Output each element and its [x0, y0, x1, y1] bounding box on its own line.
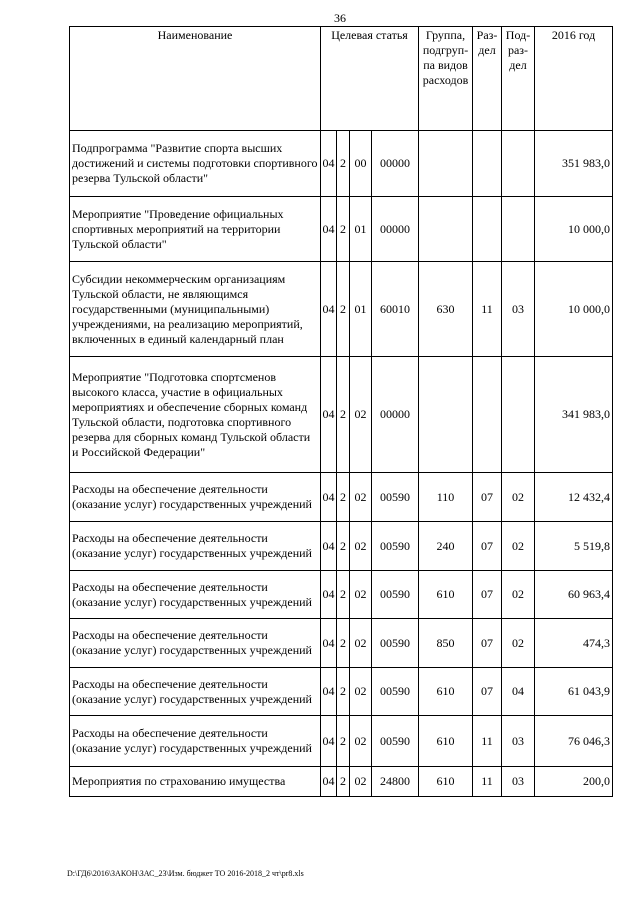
- row-code-3: 02: [350, 522, 372, 571]
- header-section: Раз-дел: [473, 27, 502, 131]
- row-section: 07: [473, 619, 502, 668]
- row-code-2: 2: [337, 716, 350, 767]
- row-name: Мероприятие "Проведение официальных спортивных мероприятий на территории Тульской области": [70, 197, 321, 262]
- row-code-4: 00000: [372, 197, 419, 262]
- row-code-3: 02: [350, 668, 372, 716]
- row-code-3: 02: [350, 473, 372, 522]
- row-amount: 60 963,4: [535, 571, 613, 619]
- row-section: 07: [473, 571, 502, 619]
- row-group: 850: [419, 619, 473, 668]
- row-code-2: 2: [337, 668, 350, 716]
- row-code-2: 2: [337, 357, 350, 473]
- header-group: Группа, подгруп-па видов расходов: [419, 27, 473, 131]
- row-code-1: 04: [321, 262, 337, 357]
- row-amount: 10 000,0: [535, 262, 613, 357]
- row-code-3: 00: [350, 131, 372, 197]
- row-subsection: 03: [502, 767, 535, 797]
- row-code-3: 02: [350, 716, 372, 767]
- header-subsection: Под-раз-дел: [502, 27, 535, 131]
- row-amount: 12 432,4: [535, 473, 613, 522]
- row-code-3: 02: [350, 767, 372, 797]
- row-group: 240: [419, 522, 473, 571]
- table-row: [70, 357, 613, 473]
- table-row: [70, 262, 613, 357]
- row-amount: 10 000,0: [535, 197, 613, 262]
- row-group: 610: [419, 571, 473, 619]
- budget-table: [69, 26, 613, 797]
- row-code-1: 04: [321, 767, 337, 797]
- row-name: Расходы на обеспечение деятельности (оказание услуг) государственных учреждений: [70, 571, 321, 619]
- row-subsection: 02: [502, 473, 535, 522]
- row-name: Субсидии некоммерческим организациям Тульской области, не являющимся государственными (муниципальными) учреждениями, на реализацию мероприятий, включенных в единый календарный план: [70, 262, 321, 357]
- row-section: 07: [473, 473, 502, 522]
- row-name: Мероприятия по страхованию имущества: [70, 767, 321, 797]
- header-name: Наименование: [70, 27, 321, 131]
- row-code-3: 01: [350, 262, 372, 357]
- row-section: 07: [473, 522, 502, 571]
- row-amount: 474,3: [535, 619, 613, 668]
- row-name: Мероприятие "Подготовка спортсменов высокого класса, участие в официальных мероприятиях и обеспечение сборных команд Тульской области, подготовка спортивного резерва для сборных команд Тульской области и Российской Федерации": [70, 357, 321, 473]
- page-number: 36: [334, 11, 346, 25]
- row-code-4: 00590: [372, 668, 419, 716]
- row-name: Расходы на обеспечение деятельности (оказание услуг) государственных учреждений: [70, 522, 321, 571]
- row-group: 610: [419, 767, 473, 797]
- row-code-1: 04: [321, 619, 337, 668]
- row-subsection: [502, 357, 535, 473]
- row-code-4: 00590: [372, 571, 419, 619]
- row-name: Расходы на обеспечение деятельности (оказание услуг) государственных учреждений: [70, 716, 321, 767]
- row-code-1: 04: [321, 571, 337, 619]
- row-code-3: 01: [350, 197, 372, 262]
- row-code-2: 2: [337, 522, 350, 571]
- row-code-4: 00000: [372, 357, 419, 473]
- row-group: [419, 197, 473, 262]
- table-row: [70, 716, 613, 767]
- table-row: [70, 668, 613, 716]
- table-row: [70, 522, 613, 571]
- row-code-1: 04: [321, 357, 337, 473]
- row-code-4: 00590: [372, 473, 419, 522]
- row-code-3: 02: [350, 571, 372, 619]
- row-code-3: 02: [350, 357, 372, 473]
- header-year: 2016 год: [535, 27, 613, 131]
- table-row: [70, 131, 613, 197]
- row-code-1: 04: [321, 131, 337, 197]
- table-row: [70, 197, 613, 262]
- row-code-2: 2: [337, 571, 350, 619]
- file-path-footer: D:\ГД6\2016\ЗАКОН\ЗАС_23\Изм. бюджет ТО 2016-2018_2 чт\pr8.xls: [67, 869, 304, 878]
- row-subsection: [502, 197, 535, 262]
- row-amount: 341 983,0: [535, 357, 613, 473]
- row-group: 110: [419, 473, 473, 522]
- row-group: [419, 357, 473, 473]
- row-code-3: 02: [350, 619, 372, 668]
- row-section: [473, 197, 502, 262]
- row-code-1: 04: [321, 716, 337, 767]
- row-name: Расходы на обеспечение деятельности (оказание услуг) государственных учреждений: [70, 473, 321, 522]
- row-subsection: 03: [502, 716, 535, 767]
- row-amount: 200,0: [535, 767, 613, 797]
- row-group: 610: [419, 716, 473, 767]
- row-amount: 5 519,8: [535, 522, 613, 571]
- row-subsection: 02: [502, 619, 535, 668]
- table-row: [70, 767, 613, 797]
- row-code-4: 60010: [372, 262, 419, 357]
- row-section: 11: [473, 767, 502, 797]
- row-section: 11: [473, 716, 502, 767]
- row-name: Подпрограмма "Развитие спорта высших достижений и системы подготовки спортивного резерва Тульской области": [70, 131, 321, 197]
- row-code-4: 00590: [372, 716, 419, 767]
- row-code-2: 2: [337, 131, 350, 197]
- row-subsection: 04: [502, 668, 535, 716]
- row-code-4: 00590: [372, 522, 419, 571]
- header-target-article: Целевая статья: [321, 27, 419, 131]
- row-subsection: 02: [502, 522, 535, 571]
- header-row: [70, 27, 613, 131]
- row-code-4: 00590: [372, 619, 419, 668]
- row-subsection: 02: [502, 571, 535, 619]
- table-row: [70, 571, 613, 619]
- row-code-1: 04: [321, 522, 337, 571]
- row-subsection: [502, 131, 535, 197]
- row-group: 610: [419, 668, 473, 716]
- row-section: [473, 357, 502, 473]
- row-code-2: 2: [337, 619, 350, 668]
- row-code-4: 00000: [372, 131, 419, 197]
- row-section: [473, 131, 502, 197]
- row-subsection: 03: [502, 262, 535, 357]
- row-section: 11: [473, 262, 502, 357]
- table-row: [70, 473, 613, 522]
- row-code-1: 04: [321, 197, 337, 262]
- row-code-2: 2: [337, 473, 350, 522]
- row-code-1: 04: [321, 668, 337, 716]
- row-amount: 76 046,3: [535, 716, 613, 767]
- row-amount: 61 043,9: [535, 668, 613, 716]
- row-code-2: 2: [337, 262, 350, 357]
- table-row: [70, 619, 613, 668]
- row-section: 07: [473, 668, 502, 716]
- row-code-2: 2: [337, 197, 350, 262]
- row-amount: 351 983,0: [535, 131, 613, 197]
- row-group: 630: [419, 262, 473, 357]
- row-name: Расходы на обеспечение деятельности (оказание услуг) государственных учреждений: [70, 668, 321, 716]
- row-group: [419, 131, 473, 197]
- row-name: Расходы на обеспечение деятельности (оказание услуг) государственных учреждений: [70, 619, 321, 668]
- row-code-1: 04: [321, 473, 337, 522]
- row-code-4: 24800: [372, 767, 419, 797]
- row-code-2: 2: [337, 767, 350, 797]
